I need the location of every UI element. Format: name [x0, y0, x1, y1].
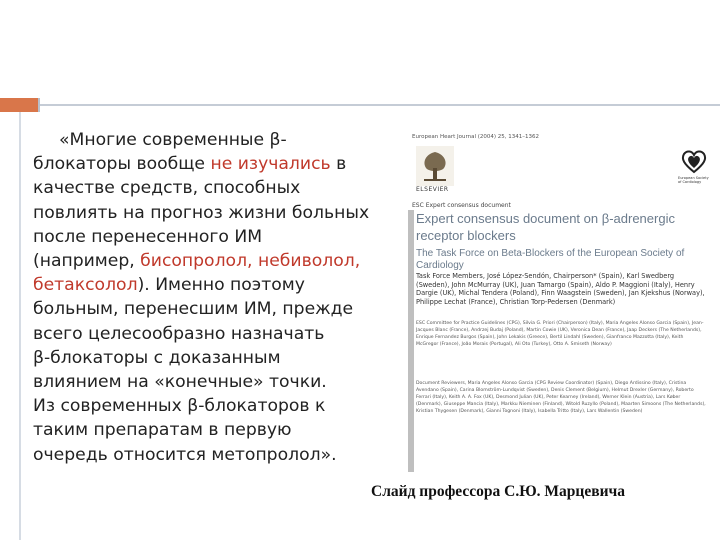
- document-type: ESC Expert consensus document: [412, 202, 511, 209]
- quote-line: качестве средств, способных: [33, 178, 301, 199]
- article-side-bar: [408, 210, 414, 472]
- quote-fragment: ). Именно поэтому: [137, 275, 305, 296]
- article-title-box: [416, 210, 710, 271]
- quote-line: [33, 249, 408, 273]
- cpg-committee: ESC Committee for Practice Guidelines (CPG), Silvia G. Priori (Chairperson) (Italy), Maria Angeles Alonso Garcia (Spain), Jean-Jacques Blanc (France), Andrzej Budaj (Poland), Martin Cowie (UK), Veronica Dean (France), Jaap Deckers (The Netherlands), Enrique Fernandez Burgos (Spain), John Lekakis (Greece), Bertil Lindahl (Sweden), Gianfranco Mazzotta (Italy), Keith McGregor (France), João Morais (Portugal), Ali Oto (Turkey), Otto A. Smiseth (Norway): [416, 321, 704, 347]
- journal-citation: European Heart Journal (2004) 25, 1341–1362: [412, 134, 540, 140]
- quote-line: β-блокаторы с доказанным: [33, 347, 281, 368]
- quote-line: влиянием на «конечные» точки.: [33, 372, 327, 393]
- task-force-members: Task Force Members, José López-Sendón, Chairperson* (Spain), Karl Swedberg (Sweden), John McMurray (UK), Juan Tamargo (Spain), Aldo P. Maggioni (Italy), Henry Dargie (UK), Michal Tendera (Poland), Finn Waagstein (Sweden), Jan Kjekshus (Norway), Philippe Lechat (France), Christian Torp-Pedersen (Denmark): [416, 272, 705, 306]
- quote-line: [33, 273, 408, 297]
- quote-fragment: блокаторы вообще: [33, 154, 211, 175]
- esc-label: European Society of Cardiology: [678, 176, 709, 184]
- highlight-drug: бетаксолол: [33, 275, 138, 296]
- quote-line: после перенесенного ИМ: [33, 226, 263, 247]
- highlight-drugs: бисопролол, небиволол,: [140, 251, 361, 272]
- document-reviewers: Document Reviewers, Maria Angeles Alonso Garcia (CPG Review Coordinator) (Spain), Diego Ardissino (Italy), Cristina Avendano (Spain), Carina Blomström-Lundqvist (Sweden), Denis Clement (Belgium), Helmut Drexler (Germany), Roberto Ferrari (Italy), Keith A. A. Fox (UK), Desmond Julian (UK), Peter Kearney (Ireland), Werner Klein (Austria), Lars Køber (Denmark), Giuseppe Mancia (Italy), Markku Nieminen (Finland), Witold Ruzyllo (Poland), Maarten Simoons (The Netherlands), Kristian Thygesen (Denmark), Gianni Tognoni (Italy), Isabella Tritto (Italy), Lars Wallentin (Sweden): [416, 381, 706, 414]
- quote-line: таким препаратам в первую: [33, 420, 292, 441]
- accent-square: [0, 98, 38, 112]
- elsevier-tree-logo: [416, 146, 454, 186]
- quote-line: повлиять на прогноз жизни больных: [33, 202, 370, 223]
- quote-line: всего целесообразно назначать: [33, 323, 325, 344]
- quote-line: «Многие современные β-: [59, 130, 287, 150]
- slide-credit-caption: Слайд профессора С.Ю. Марцевича: [371, 483, 626, 500]
- article-subtitle: The Task Force on Beta-Blockers of the European Society of Cardiology: [416, 248, 685, 271]
- left-margin-bar: [19, 112, 21, 540]
- quote-fragment: в: [330, 154, 347, 175]
- quote-line: [33, 152, 408, 176]
- highlight-not-studied: не изучались: [210, 154, 331, 175]
- quote-line: Из современных β-блокаторов к: [33, 396, 326, 417]
- article-thumbnail: [408, 132, 710, 472]
- article-title: Expert consensus document on β-adrenergic receptor blockers: [416, 211, 675, 243]
- esc-heart-logo: [680, 148, 708, 174]
- quote-line: очередь относится метопролол».: [33, 444, 337, 465]
- header-rule: [38, 98, 720, 112]
- publisher-label: ELSEVIER: [416, 186, 449, 193]
- quote-line: больным, перенесшим ИМ, прежде: [33, 299, 354, 320]
- quote-text: [33, 128, 408, 467]
- quote-fragment: (например,: [33, 251, 141, 272]
